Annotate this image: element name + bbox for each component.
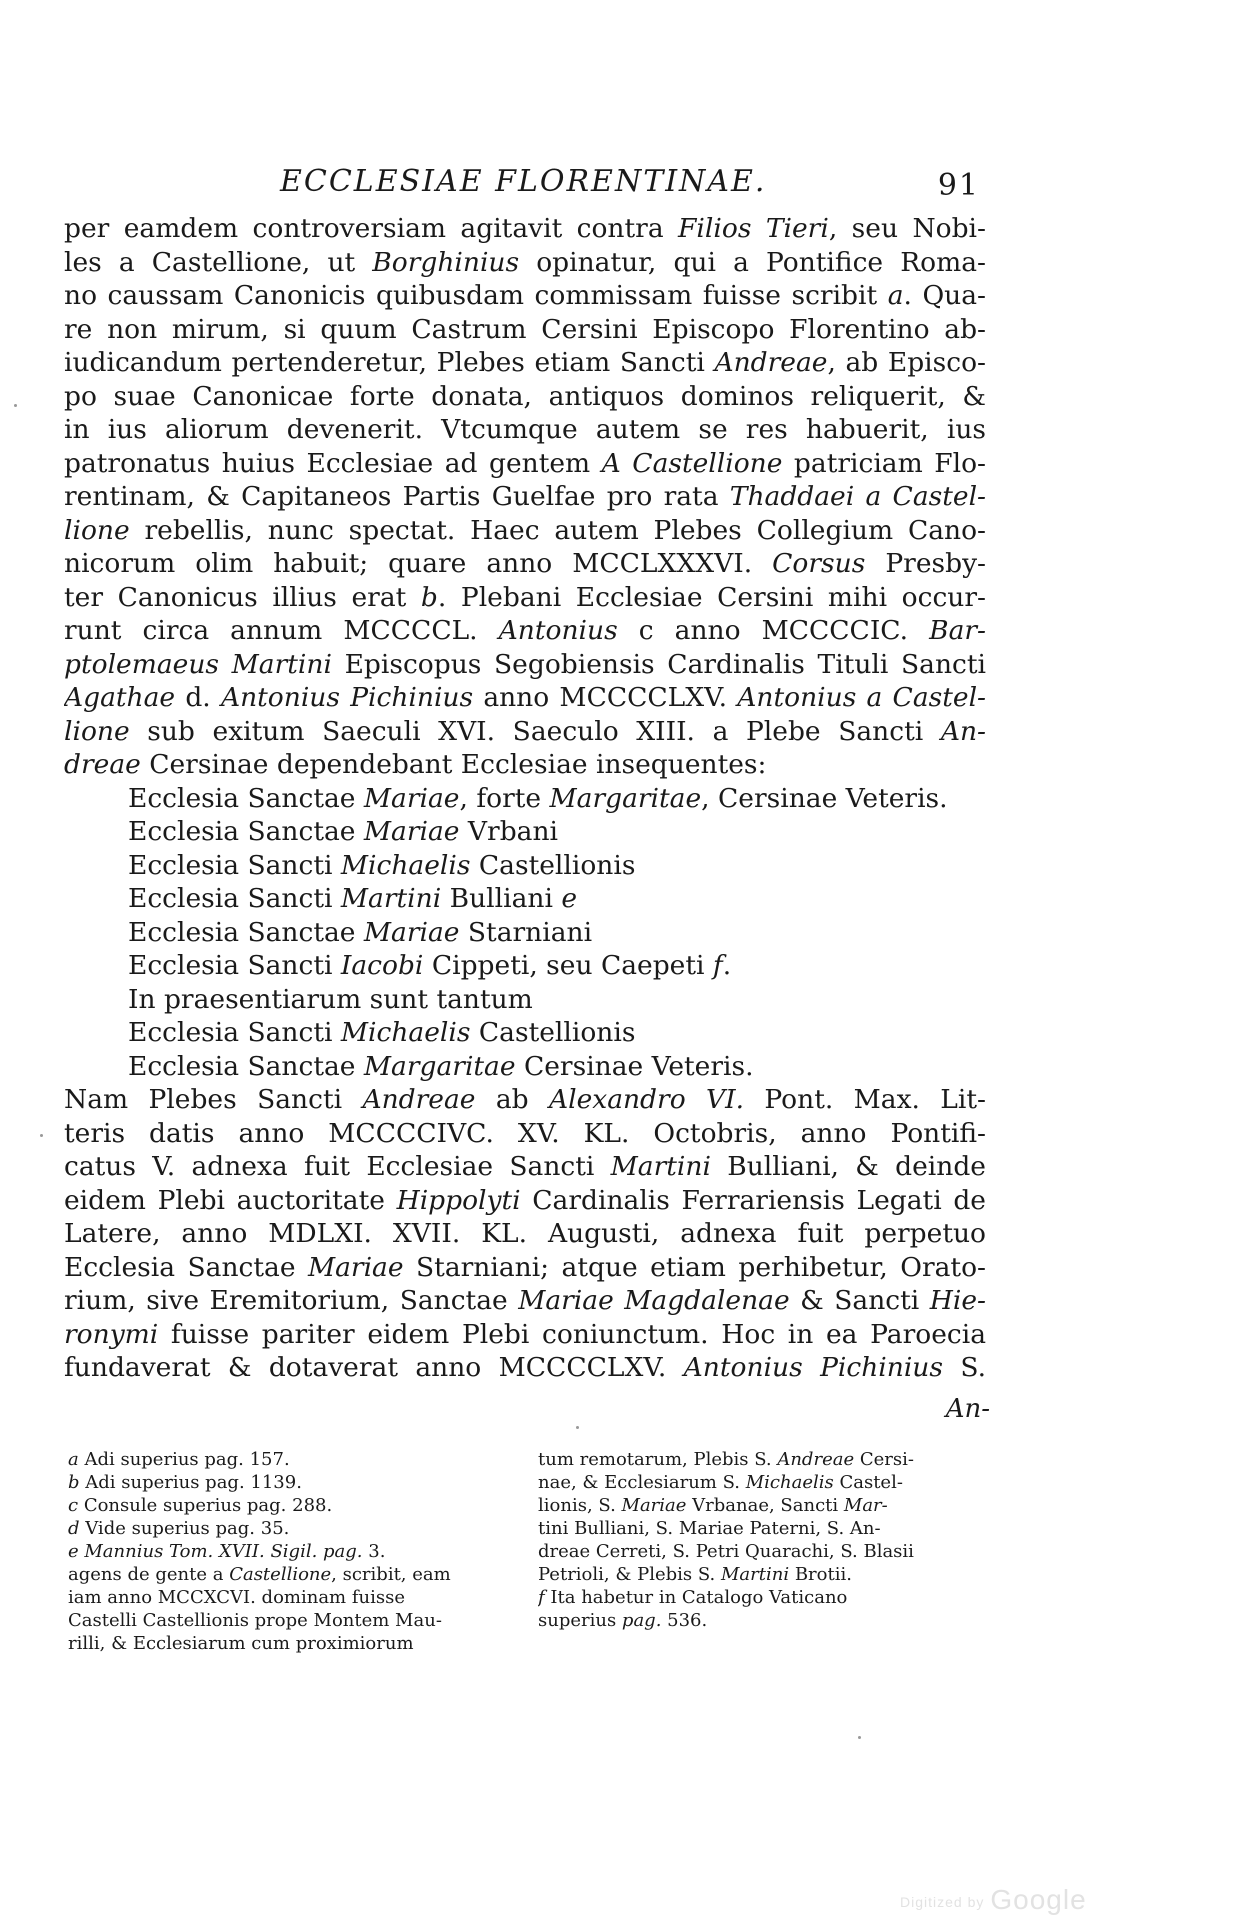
text-segment: Ita habetur in Catalogo Vaticano (544, 1587, 848, 1608)
text-segment: re non mirum, si quum Castrum Cersini Episcopo Florentino ab- (64, 313, 986, 345)
text-segment: rentinam, & Capitaneos Partis Guelfae pro rata (64, 481, 730, 512)
footnote-line (68, 1586, 508, 1609)
footnote-line (68, 1540, 508, 1563)
text-line (64, 1284, 986, 1318)
text-line (64, 413, 986, 447)
text-line (64, 748, 986, 782)
text-segment: Ecclesia Sancti (128, 950, 341, 981)
text-segment: Starniani; atque etiam perhibetur, Orato- (403, 1251, 986, 1283)
italic-segment: d (68, 1518, 80, 1539)
footnote-line (68, 1609, 508, 1632)
italic-segment: b (420, 581, 438, 613)
text-segment: Petri (695, 1541, 740, 1562)
text-segment: ter Canonicus illius erat (64, 581, 421, 613)
text-segment: anno MCCCCLXV. (473, 682, 738, 713)
footnotes-left-column (68, 1448, 508, 1655)
footnote-line (68, 1517, 508, 1540)
text-line (64, 246, 986, 280)
text-segment: pag. (215, 1518, 256, 1539)
text-segment: rilli, & Ecclesiarum cum proximiorum (68, 1633, 414, 1654)
italic-segment: Bar- (929, 615, 986, 646)
italic-segment: a (68, 1449, 79, 1470)
text-segment: pag. (246, 1495, 287, 1516)
text-segment: fuisse pariter eidem Plebi coniunctum. Hoc in ea Paroecia (158, 1318, 986, 1350)
text-segment: d. (175, 682, 221, 713)
text-segment: eidem Plebi auctoritate (64, 1184, 397, 1216)
italic-segment: Margaritae (363, 1050, 516, 1082)
footnotes-right-column (538, 1448, 982, 1632)
footnote-line (68, 1563, 508, 1586)
running-head (280, 164, 980, 203)
italic-segment: Antonius (498, 615, 618, 646)
text-segment: pag. (205, 1472, 245, 1493)
watermark-brand: Google (990, 1884, 1087, 1915)
text-segment: Ecclesia Sancti (128, 883, 341, 914)
text-segment: Mariae (678, 1518, 744, 1539)
italic-segment: Mariae (363, 916, 460, 948)
footnote-line (538, 1540, 982, 1563)
text-segment: S. (942, 1352, 986, 1383)
text-line (64, 681, 986, 715)
text-segment: , scribit, eam (331, 1564, 451, 1585)
text-segment: . Plebani Ecclesiae Cersini mihi occur- (437, 581, 986, 613)
text-segment: Starniani (459, 916, 593, 948)
text-line (64, 715, 986, 749)
footnote-line (68, 1494, 508, 1517)
text-segment: 35. (255, 1518, 290, 1539)
text-segment: opinatur, qui a Pontifice Roma- (519, 246, 986, 278)
text-line (64, 648, 986, 682)
italic-segment: Mariae (621, 1495, 687, 1516)
text-segment: Bulliani, & deinde (710, 1151, 986, 1182)
digitized-watermark (900, 1884, 1087, 1916)
text-segment: Latere, anno MDLXI. XVII. KL. Augusti, adnexa fuit perpetuo (64, 1218, 986, 1249)
text-segment: Ecclesia Sanctae (128, 1050, 364, 1082)
italic-segment: Antonius a Castel- (737, 682, 986, 713)
text-segment: , ab Episco- (827, 347, 986, 378)
italic-segment: Margaritae (549, 782, 702, 814)
text-segment: runt circa annum MCCCCL. (64, 615, 499, 646)
text-segment: Presby- (865, 548, 986, 579)
list-item (64, 882, 986, 916)
list-item (64, 849, 986, 883)
footnote-line (68, 1471, 508, 1494)
text-line (64, 1184, 986, 1218)
italic-segment: Michaelis (745, 1472, 834, 1493)
text-segment: Castel- (833, 1472, 903, 1493)
italic-segment: Martini (610, 1151, 711, 1182)
list-item (64, 1016, 986, 1050)
text-segment: rebellis, nunc spectat. Haec autem Plebes Collegium Cano- (129, 514, 986, 546)
watermark-prefix: Digitized by (900, 1893, 985, 1910)
text-segment: , seu Nobi- (828, 213, 986, 244)
text-segment: nicorum olim habuit; quare anno MCCLXXXVI. (64, 548, 773, 579)
text-segment: . Qua- (903, 280, 986, 311)
list-item (64, 983, 986, 1017)
text-segment: 1139. (244, 1472, 302, 1493)
italic-segment: Antonius Pichinius (683, 1352, 943, 1383)
text-segment: An- (849, 1518, 881, 1539)
text-segment: , forte (459, 782, 550, 814)
italic-segment: Martini (720, 1564, 790, 1585)
text-segment: ab (475, 1084, 549, 1115)
italic-segment: Mariae (307, 1251, 404, 1283)
text-segment: Consule superius (78, 1495, 247, 1516)
text-segment: Vrbani (459, 816, 559, 847)
list-item (64, 782, 986, 816)
footnote-line (68, 1632, 508, 1655)
text-segment: tini (538, 1518, 569, 1539)
italic-segment: Filios Tieri (678, 213, 829, 244)
text-segment: Ecclesia Sancti (128, 1017, 341, 1048)
text-line (64, 1117, 986, 1151)
text-segment: . (722, 950, 732, 981)
text-line (64, 614, 986, 648)
text-segment: In praesentiarum sunt tantum (128, 983, 533, 1015)
italic-segment: lione (64, 514, 130, 546)
text-segment: & Sancti (789, 1285, 930, 1316)
text-segment: Vrbanae, Sancti (686, 1495, 844, 1516)
text-line (64, 1150, 986, 1184)
text-segment: superius (538, 1610, 622, 1631)
text-line (64, 447, 986, 481)
text-segment: Nam Plebes Sancti (64, 1084, 363, 1115)
italic-segment: Andreae (777, 1449, 855, 1470)
text-segment: Bulliani, S. (568, 1518, 679, 1539)
text-segment: 157. (243, 1449, 290, 1470)
text-segment: lionis, S. (538, 1495, 622, 1516)
text-line (64, 346, 986, 380)
closing-paragraph (64, 1083, 986, 1385)
running-head-title: ECCLESIAE FLORENTINAE. (280, 164, 767, 199)
text-segment: rium, sive Eremitorium, Sanctae (64, 1285, 519, 1316)
italic-segment: Castellione (229, 1564, 332, 1585)
text-segment: iudicandum pertenderetur, Plebes etiam Sancti (64, 347, 715, 378)
text-segment: tum remotarum, Plebis S. (538, 1449, 778, 1470)
italic-segment: An- (940, 715, 986, 747)
main-paragraph (64, 212, 986, 782)
text-segment: Blasii (863, 1541, 914, 1562)
italic-segment: ptolemaeus Martini (64, 648, 332, 680)
footnote-line (538, 1494, 982, 1517)
list-item (64, 815, 986, 849)
text-segment: Cerreti, S. (590, 1541, 696, 1562)
italic-segment: Mariae Magdalenae (518, 1285, 790, 1316)
italic-segment: f (712, 950, 723, 981)
list-item (64, 916, 986, 950)
text-segment: iam anno MCCXCVI. dominam fuisse (68, 1587, 405, 1608)
text-segment: in ius aliorum devenerit. Vtcumque autem se res habuerit, ius (64, 414, 986, 445)
church-list (64, 782, 986, 1084)
text-segment: c anno MCCCCIC. (617, 615, 930, 646)
text-segment: 536. (661, 1610, 708, 1631)
text-line (64, 313, 986, 347)
italic-segment: a (887, 280, 904, 311)
text-segment: Castellionis (470, 849, 636, 881)
italic-segment: Michaelis (340, 849, 471, 881)
text-segment: pag. (204, 1449, 244, 1470)
italic-segment: Martini (340, 883, 442, 914)
text-segment: , Cersinae Veteris. (701, 782, 948, 814)
text-segment: Castellionis (470, 1017, 636, 1048)
text-line (64, 480, 986, 514)
text-segment: Cardinalis Ferrariensis Legati de (520, 1184, 986, 1216)
catchword: An- (945, 1394, 990, 1424)
italic-segment: Agathae (64, 682, 176, 713)
text-segment: Brotii. (789, 1564, 852, 1585)
text-segment: nae, & Ecclesiarum S. (538, 1472, 746, 1493)
italic-segment: Mariae (363, 816, 460, 847)
italic-segment: e (561, 883, 578, 914)
text-line (64, 514, 986, 548)
italic-segment: e Mannius Tom. XVII. Sigil. pag. (68, 1541, 363, 1562)
text-segment: patriciam Flo- (782, 447, 986, 479)
footnote-line (538, 1609, 982, 1632)
text-segment: Ecclesia Sanctae (128, 916, 364, 948)
text-segment: les a Castellione, ut (64, 246, 373, 278)
italic-segment: Andreae (362, 1084, 476, 1115)
text-segment: sub exitum Saeculi XVI. Saeculo XIII. a Plebe Sancti (129, 715, 941, 747)
text-line (64, 380, 986, 414)
text-line (64, 1318, 986, 1352)
italic-segment: f (538, 1587, 545, 1608)
text-segment: Quarachi, S. (739, 1541, 864, 1562)
text-segment: 3. (362, 1541, 386, 1562)
text-segment: 288. (286, 1495, 333, 1516)
text-line (64, 279, 986, 313)
footnote-line (538, 1563, 982, 1586)
speck (40, 1134, 43, 1137)
italic-segment: Mariae (363, 782, 460, 814)
footnote-line (68, 1448, 508, 1471)
text-segment: no caussam Canonicis quibusdam commissam fuisse scribit (64, 280, 888, 311)
italic-segment: A Castellione (601, 447, 783, 479)
italic-segment: Mar- (843, 1495, 888, 1516)
text-line (64, 1351, 986, 1385)
text-segment: dreae (538, 1541, 591, 1562)
text-segment: po suae Canonicae forte donata, antiquos dominos reliquerit, & (64, 380, 986, 412)
text-line (64, 212, 986, 246)
text-segment: Cersinae Veteris. (515, 1050, 754, 1082)
text-segment: teris datis anno MCCCCIVC. XV. KL. Octobris, anno Pontifi- (64, 1117, 986, 1149)
text-segment: patronatus huius Ecclesiae ad gentem (64, 447, 602, 479)
text-segment: Ecclesia Sanctae (64, 1251, 308, 1283)
text-line (64, 1217, 986, 1251)
italic-segment: Borghinius (372, 246, 520, 278)
italic-segment: Thaddaei a Castel- (729, 481, 986, 512)
text-segment: Paterni, S. (743, 1518, 850, 1539)
text-line (64, 1083, 986, 1117)
text-segment: Castelli Castellionis prope Montem Mau- (68, 1610, 442, 1631)
text-segment: Adi superius (79, 1472, 206, 1493)
italic-segment: Iacobi (340, 950, 424, 981)
italic-segment: dreae (64, 749, 141, 780)
footnote-line (538, 1586, 982, 1609)
speck (858, 1736, 861, 1739)
text-segment: Petrioli, & Plebis S. (538, 1564, 721, 1585)
text-segment: catus V. adnexa fuit Ecclesiae Sancti (64, 1151, 611, 1182)
footnote-line (538, 1471, 982, 1494)
italic-segment: Corsus (772, 548, 866, 579)
text-segment: Episcopus Segobiensis Cardinalis Tituli Sancti (331, 648, 986, 680)
text-segment: per eamdem controversiam agitavit contra (64, 213, 679, 244)
italic-segment: c (68, 1495, 79, 1516)
italic-segment: lione (64, 715, 130, 747)
text-segment: Ecclesia Sanctae (128, 782, 364, 814)
italic-segment: Alexandro VI. (548, 1084, 745, 1115)
text-line (64, 581, 986, 615)
italic-segment: Hie- (929, 1285, 986, 1316)
italic-segment: Michaelis (340, 1017, 471, 1048)
italic-segment: b (68, 1472, 80, 1493)
text-segment: Ecclesia Sancti (128, 849, 341, 881)
footnote-line (538, 1517, 982, 1540)
text-line (64, 547, 986, 581)
italic-segment: Andreae (714, 347, 828, 378)
italic-segment: Antonius Pichinius (220, 682, 474, 713)
text-segment: Pont. Max. Lit- (744, 1084, 986, 1115)
italic-segment: ronymi (64, 1318, 159, 1350)
footnote-line (538, 1448, 982, 1471)
text-segment: Adi superius (78, 1449, 205, 1470)
text-segment: Vide superius (79, 1518, 216, 1539)
text-segment: Ecclesia Sanctae (128, 816, 364, 847)
speck (576, 1426, 579, 1429)
italic-segment: Hippolyti (396, 1184, 521, 1216)
text-segment: agens de gente a (68, 1564, 230, 1585)
text-segment: fundaverat & dotaverat anno MCCCCLXV. (64, 1352, 684, 1383)
page-number: 91 (937, 168, 980, 203)
speck (14, 404, 17, 407)
text-segment: Cersi- (854, 1449, 914, 1470)
text-line (64, 1251, 986, 1285)
body-text (64, 212, 986, 1385)
text-segment: Bulliani (441, 883, 562, 914)
list-item (64, 1050, 986, 1084)
italic-segment: pag. (621, 1610, 662, 1631)
text-segment: Cersinae dependebant Ecclesiae insequentes: (140, 749, 767, 780)
text-segment: Cippeti, seu Caepeti (423, 950, 713, 981)
list-item (64, 949, 986, 983)
